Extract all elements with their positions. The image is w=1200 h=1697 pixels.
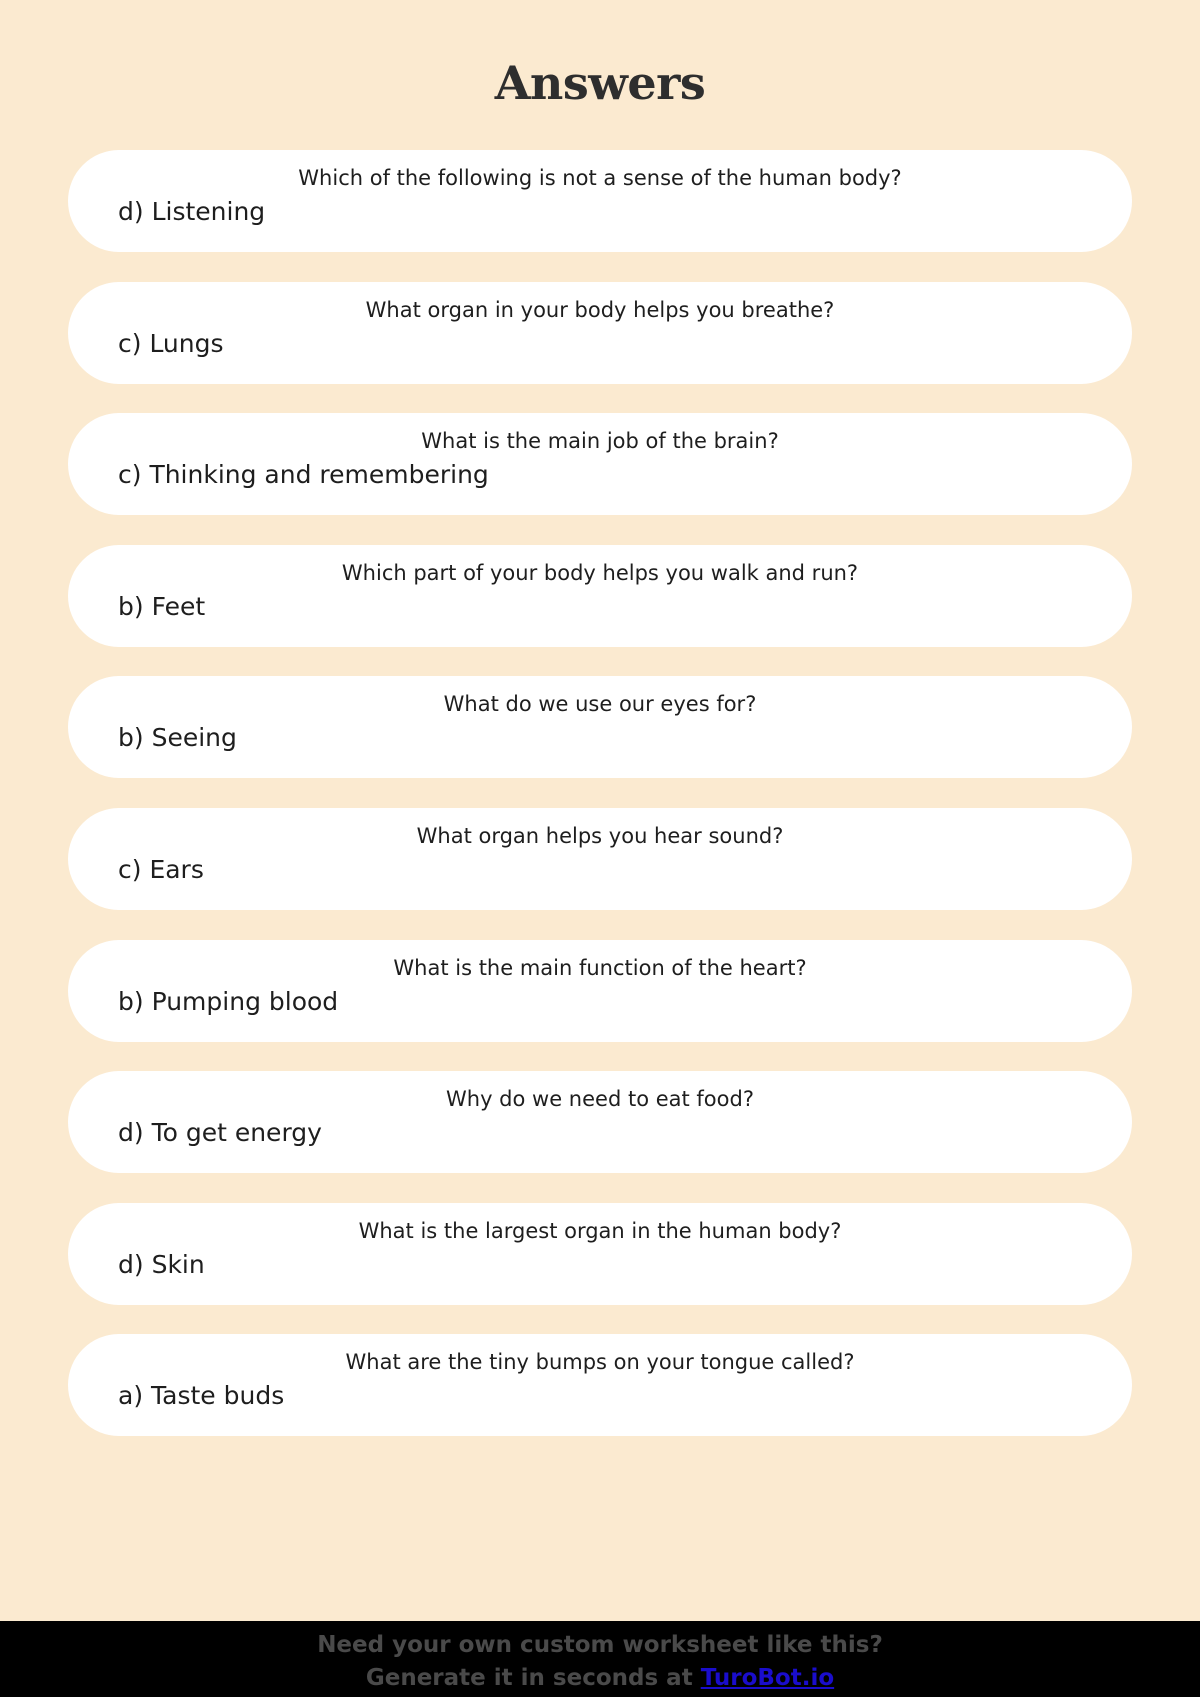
- answer-card-2: [68, 282, 1132, 384]
- question-text: What do we use our eyes for?: [443, 692, 757, 717]
- turobot-link[interactable]: TuroBot.io: [700, 1665, 835, 1691]
- question-text: What is the main function of the heart?: [393, 955, 807, 980]
- answer-list: [68, 150, 1132, 1466]
- footer-cta-text: Generate it in seconds at: [365, 1665, 701, 1691]
- answer-card-10: [68, 1334, 1132, 1436]
- question-text: What is the largest organ in the human body?: [358, 1218, 842, 1243]
- answer-text: b) Feet: [118, 591, 206, 621]
- answer-text: d) Listening: [118, 197, 266, 226]
- footer-cta: [0, 1665, 1200, 1691]
- answer-card-8: [68, 1071, 1132, 1173]
- answer-card-6: [68, 808, 1132, 910]
- answer-text: b) Pumping blood: [118, 986, 339, 1016]
- page-title: Answers: [494, 56, 706, 110]
- answer-text: c) Lungs: [118, 328, 224, 358]
- answer-text: c) Thinking and remembering: [118, 460, 489, 490]
- question-text: What organ in your body helps you breathe?: [365, 297, 835, 322]
- question-text: Which of the following is not a sense of the human body?: [298, 166, 902, 190]
- question-text: What is the main job of the brain?: [421, 429, 779, 454]
- answer-card-7: [68, 940, 1132, 1042]
- answer-card-4: [68, 545, 1132, 647]
- answer-text: b) Seeing: [118, 723, 237, 753]
- question-text: What are the tiny bumps on your tongue called?: [345, 1350, 855, 1375]
- answer-text: a) Taste buds: [118, 1381, 285, 1411]
- question-text: What organ helps you hear sound?: [416, 823, 784, 848]
- answer-card-5: [68, 676, 1132, 778]
- footer-headline: Need your own custom worksheet like this?: [317, 1632, 883, 1658]
- question-text: Which part of your body helps you walk and run?: [341, 560, 859, 585]
- question-text: Why do we need to eat food?: [446, 1087, 754, 1112]
- promo-footer: [0, 1621, 1200, 1697]
- answer-text: d) Skin: [118, 1249, 205, 1279]
- answer-text: c) Ears: [118, 854, 204, 884]
- answer-card-1: [68, 150, 1132, 252]
- answer-text: d) To get energy: [118, 1118, 322, 1148]
- answer-card-9: [68, 1203, 1132, 1305]
- answer-card-3: [68, 413, 1132, 515]
